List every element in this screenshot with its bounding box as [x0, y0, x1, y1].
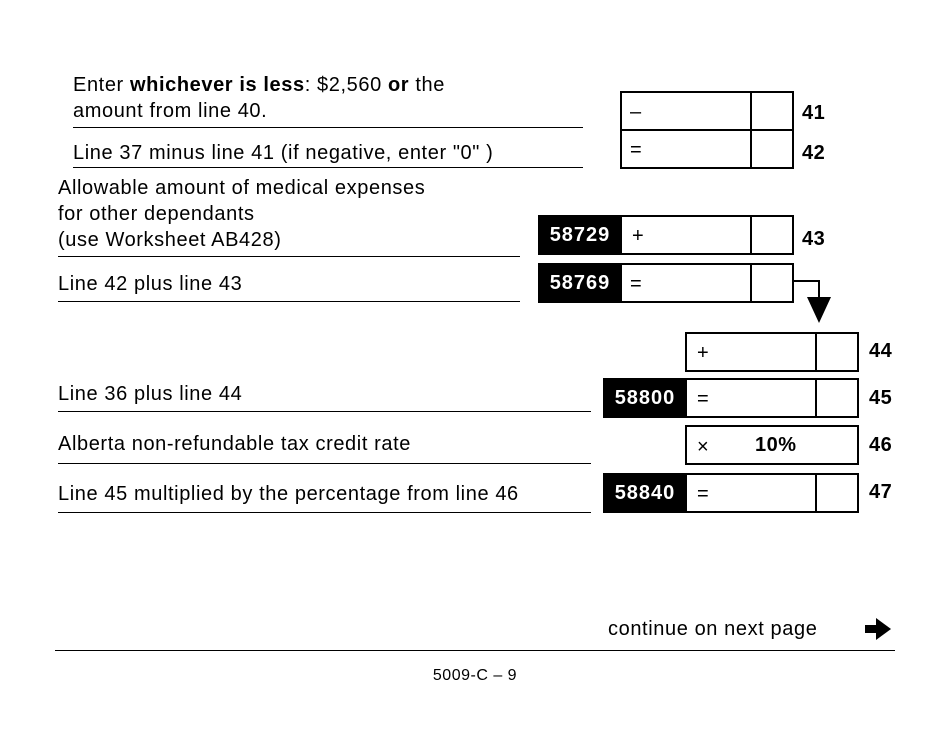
line-46-number: 46 [869, 434, 893, 456]
line-42-label: Line 37 minus line 41 (if negative, enter "0" ) [73, 142, 494, 164]
line-43-operator: + [632, 225, 644, 247]
line-47-underline [58, 512, 591, 513]
line-44-amount-field[interactable] [685, 332, 859, 372]
line-46-rate: 10% [755, 434, 797, 456]
line-43-code: 58729 [538, 215, 622, 255]
line-46-label: Alberta non-refundable tax credit rate [58, 433, 411, 455]
right-arrow-icon [864, 617, 892, 641]
line-43-number: 43 [802, 228, 826, 250]
page-id: 5009-C – 9 [432, 667, 518, 684]
line-42-amount-field[interactable] [620, 129, 794, 169]
line-42-plus-43-cents-divider [750, 265, 752, 301]
line-47-number: 47 [869, 481, 893, 503]
line-42-cents-divider [750, 131, 752, 167]
line-46-underline [58, 463, 591, 464]
line-41-cents-divider [750, 93, 752, 129]
line-46-rate-field [685, 425, 859, 465]
line-41-label: Enter whichever is less: $2,560 or the amount from line 40. [73, 74, 445, 122]
line-47-amount-field[interactable] [685, 473, 859, 513]
footer-rule [55, 650, 895, 651]
line-44-number: 44 [869, 340, 893, 362]
line-41-operator: – [630, 101, 642, 123]
line-42-plus-43-underline [58, 301, 520, 302]
line-42-plus-43-amount-field[interactable] [620, 263, 794, 303]
line-47-operator: = [697, 483, 709, 505]
line-44-operator: + [697, 342, 709, 364]
line-42-underline [73, 167, 583, 168]
line-43-label: Allowable amount of medical expenses for other dependants (use Worksheet AB428) [58, 177, 426, 251]
line-43-underline [58, 256, 520, 257]
line-42-number: 42 [802, 142, 826, 164]
line-41-underline [73, 127, 583, 128]
line-42-operator: = [630, 139, 642, 161]
line-41-amount-field[interactable] [620, 91, 794, 131]
line-45-label: Line 36 plus line 44 [58, 383, 243, 405]
line-47-label: Line 45 multiplied by the percentage from line 46 [58, 483, 519, 505]
line-45-code: 58800 [603, 378, 687, 418]
line-45-amount-field[interactable] [685, 378, 859, 418]
line-47-code: 58840 [603, 473, 687, 513]
line-43-cents-divider [750, 217, 752, 253]
line-45-cents-divider [815, 380, 817, 416]
line-42-plus-43-code: 58769 [538, 263, 622, 303]
line-42-plus-43-operator: = [630, 273, 642, 295]
line-44-cents-divider [815, 334, 817, 370]
line-45-operator: = [697, 388, 709, 410]
line-46-operator: × [697, 436, 709, 458]
line-45-number: 45 [869, 387, 893, 409]
line-41-number: 41 [802, 102, 826, 124]
line-42-plus-43-label: Line 42 plus line 43 [58, 273, 243, 295]
line-47-cents-divider [815, 475, 817, 511]
line-45-underline [58, 411, 591, 412]
line-43-amount-field[interactable] [620, 215, 794, 255]
down-arrow-icon [790, 275, 840, 327]
continue-text: continue on next page [608, 618, 818, 640]
